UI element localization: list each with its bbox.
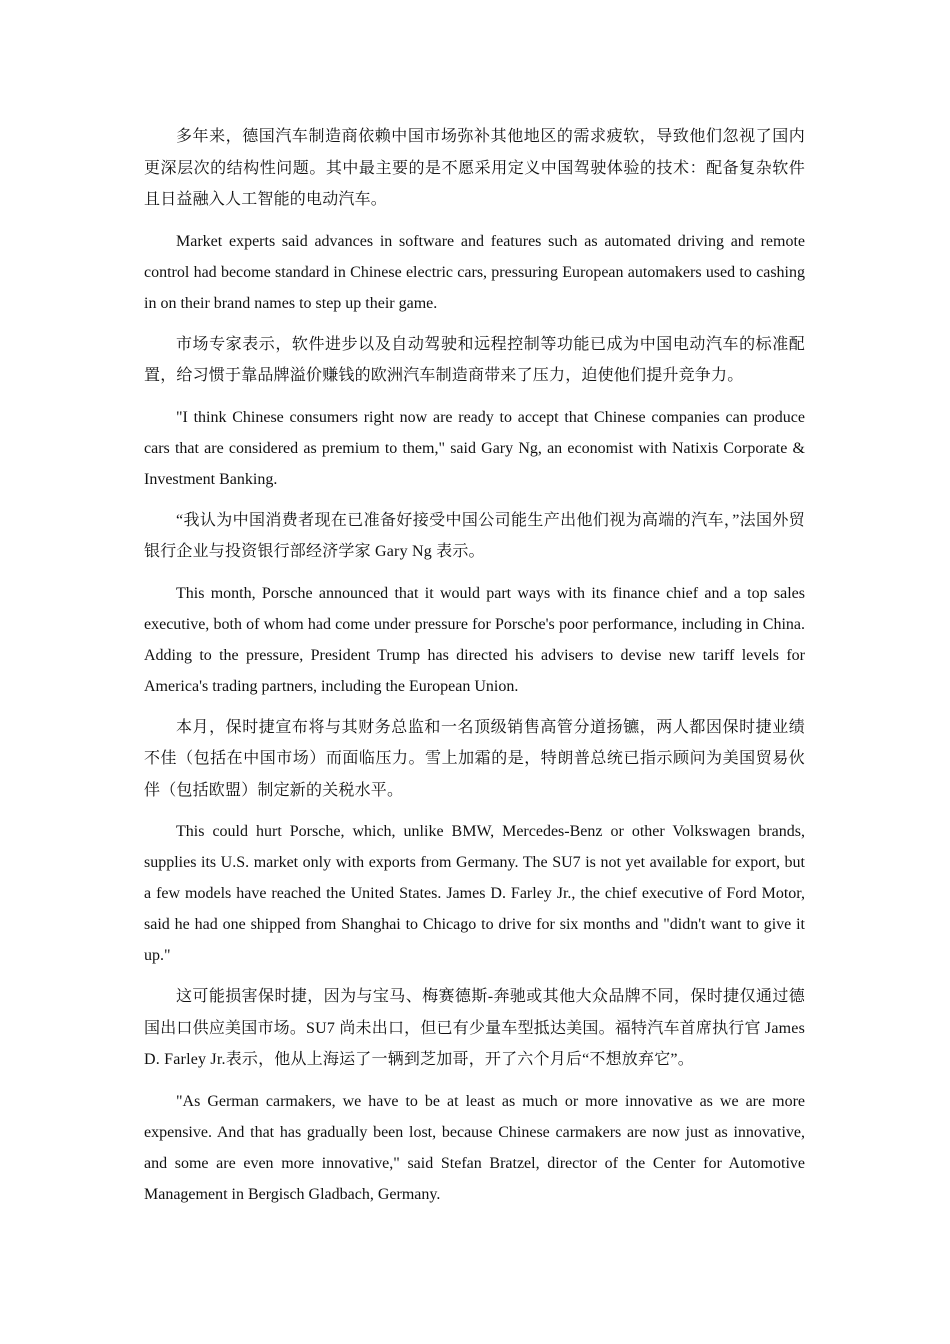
paragraph-en-5: "As German carmakers, we have to be at least as much or more innovative as we are more expensive. And that has gradually been lost, because Chinese carmakers are now just as innovative, and some are even more innovative," said Stefan Bratzel, director of the Center for Automotive Management in Bergisch Gladbach, Germany. [144,1092,805,1203]
paragraph-zh-4: 本月，保时捷宣布将与其财务总监和一名顶级销售高管分道扬镳，两人都因保时捷业绩不佳（包括在中国市场）而面临压力。雪上加霜的是，特朗普总统已指示顾问为美国贸易伙伴（包括欧盟）制定新的关税水平。 [144,718,805,799]
paragraph-en-1: Market experts said advances in software and features such as automated driving and remote control had become standard in Chinese electric cars, pressuring European automakers used to cashing in on their brand names to step up their game. [144,232,805,312]
paragraph-zh-1: 多年来，德国汽车制造商依赖中国市场弥补其他地区的需求疲软，导致他们忽视了国内更深层次的结构性问题。其中最主要的是不愿采用定义中国驾驶体验的技术：配备复杂软件且日益融入人工智能的电动汽车。 [144,128,805,208]
paragraph-en-3: This month, Porsche announced that it would part ways with its finance chief and a top sales executive, both of whom had come under pressure for Porsche's poor performance, including in China. Adding to the pressure, President Trump has directed his advisers to devise new tariff levels for America's trading partners, including the European Union. [144,584,805,695]
paragraph-en-4: This could hurt Porsche, which, unlike BMW, Mercedes-Benz or other Volkswagen brands, supplies its U.S. market only with exports from Germany. The SU7 is not yet available for export, but a few models have reached the United States. James D. Farley Jr., the chief executive of Ford Motor, said he had one shipped from Shanghai to Chicago to drive for six months and "didn't want to give it up." [144,823,805,964]
paragraph-zh-5: 这可能损害保时捷，因为与宝马、梅赛德斯-奔驰或其他大众品牌不同，保时捷仅通过德国出口供应美国市场。SU7 尚未出口，但已有少量车型抵达美国。福特汽车首席执行官 James D. Farley Jr.表示，他从上海运了一辆到芝加哥，开了六个月后“不想放弃它”。 [144,988,805,1068]
document-body [144,121,805,1220]
paragraph-zh-2: 市场专家表示，软件进步以及自动驾驶和远程控制等功能已成为中国电动汽车的标准配置，给习惯于靠品牌溢价赚钱的欧洲汽车制造商带来了压力，迫使他们提升竞争力。 [144,335,805,384]
paragraph-zh-3: “我认为中国消费者现在已准备好接受中国公司能生产出他们视为高端的汽车，”法国外贸银行企业与投资银行部经济学家 Gary Ng 表示。 [144,511,805,560]
paragraph-en-2: "I think Chinese consumers right now are ready to accept that Chinese companies can produce cars that are considered as premium to them," said Gary Ng, an economist with Natixis Corporate & Investment Banking. [144,408,805,488]
